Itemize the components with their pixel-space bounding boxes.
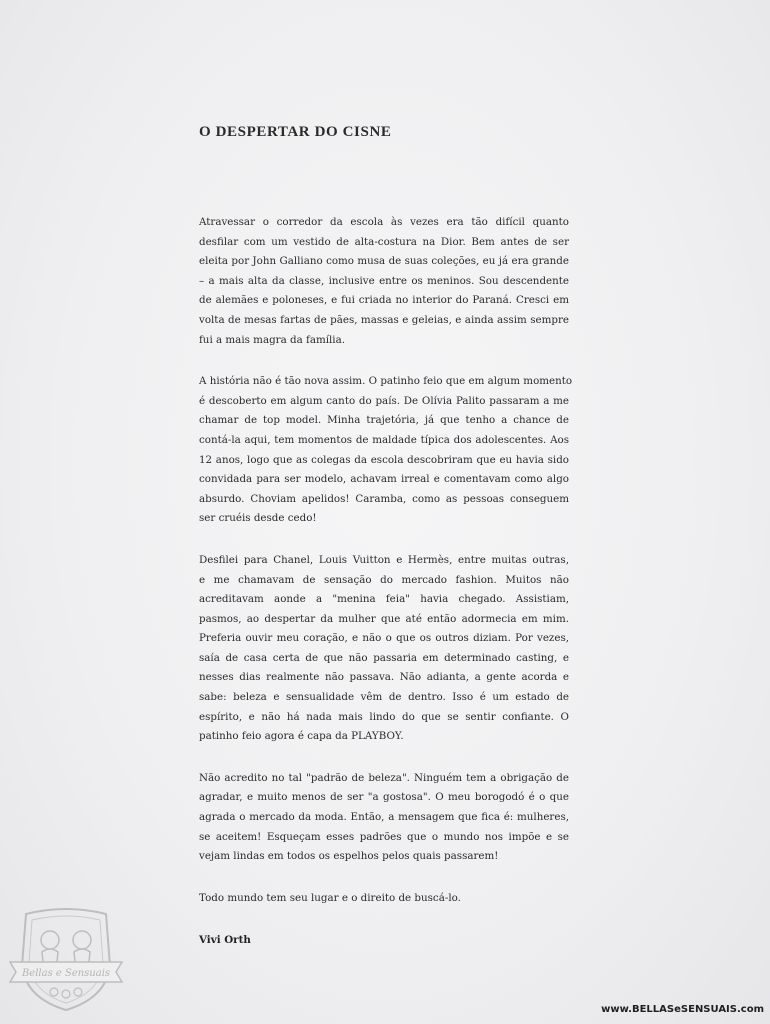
watermark-text: Bellas e Sensuais <box>21 968 111 979</box>
paragraph-line: ser cruéis desde cedo! <box>199 512 317 525</box>
article-body <box>199 213 573 930</box>
paragraph-line: e me chamavam de sensação do mercado fashion. Muitos não <box>199 573 569 586</box>
paragraph-line: A história não é tão nova assim. O patinho feio que em algum momento <box>199 375 573 388</box>
paragraph-line: Preferia ouvir meu coração, e não o que os outros diziam. Por vezes, <box>199 632 569 645</box>
article-title: O DESPERTAR DO CISNE <box>199 124 392 140</box>
paragraph-line: agrada o mercado da moda. Então, a mensagem que fica é: mulheres, <box>199 811 569 824</box>
paragraph-line: nesses dias realmente não passava. Não adianta, a gente acorda e <box>199 671 569 684</box>
paragraph-line: desfilar com um vestido de alta-costura na Dior. Bem antes de ser <box>199 235 569 248</box>
paragraph-line: patinho feio agora é capa da PLAYBOY. <box>199 730 404 743</box>
paragraph-line: eleita por John Galliano como musa de suas coleções, eu já era grande <box>199 255 569 268</box>
paragraph-line: sabe: beleza e sensualidade vêm de dentro. Isso é um estado de <box>199 691 569 704</box>
paragraph-line: pasmos, ao despertar da mulher que até então adormecia em mim. <box>199 612 569 625</box>
article-paragraph <box>199 551 569 747</box>
paragraph-line: acreditavam aonde a "menina feia" havia chegado. Assistiam, <box>199 593 569 606</box>
paragraph-line: contá-la aqui, tem momentos de maldade típica dos adolescentes. Aos <box>199 433 569 446</box>
paragraph-line: Desfilei para Chanel, Louis Vuitton e Hermès, entre muitas outras, <box>199 553 569 566</box>
author-signature: Vivi Orth <box>199 934 251 946</box>
crest-logo-icon <box>6 906 126 1014</box>
article-paragraph <box>199 213 569 350</box>
site-url: www.BELLASeSENSUAIS.com <box>601 1004 764 1015</box>
paragraph-line: chamar de top model. Minha trajetória, já que tenho a chance de <box>199 414 569 427</box>
article-paragraph <box>199 372 573 529</box>
paragraph-line: Atravessar o corredor da escola às vezes era tão difícil quanto <box>199 216 569 228</box>
paragraph-line: agradar, e muito menos de ser "a gostosa". O meu borogodó é o que <box>199 791 569 804</box>
paragraph-line: Não acredito no tal "padrão de beleza". Ninguém tem a obrigação de <box>199 771 569 784</box>
paragraph-line: absurdo. Choviam apelidos! Caramba, como as pessoas conseguem <box>199 492 569 505</box>
paragraph-line: 12 anos, logo que as colegas da escola descobriram que eu havia sido <box>199 453 569 466</box>
paragraph-line: espírito, e não há nada mais lindo do que se sentir confiante. O <box>199 710 569 723</box>
paragraph-line: volta de mesas fartas de pães, massas e geleias, e ainda assim sempre <box>199 313 569 326</box>
paragraph-line: – a mais alta da classe, inclusive entre os meninos. Sou descendente <box>199 274 569 287</box>
paragraph-line: Todo mundo tem seu lugar e o direito de buscá-lo. <box>199 891 461 904</box>
paragraph-line: saía de casa certa de que não passaria em determinado casting, e <box>199 651 569 664</box>
paragraph-line: se aceitem! Esqueçam esses padrões que o mundo nos impõe e se <box>199 830 569 843</box>
paragraph-line: de alemães e poloneses, e fui criada no interior do Paraná. Cresci em <box>199 294 569 307</box>
article-paragraph <box>199 889 569 909</box>
article-paragraph <box>199 769 569 867</box>
paragraph-line: fui a mais magra da família. <box>199 333 346 346</box>
paragraph-line: vejam lindas em todos os espelhos pelos quais passarem! <box>199 850 499 863</box>
paragraph-line: é descoberto em algum canto do país. De Olívia Palito passaram a me <box>199 394 569 407</box>
paragraph-line: convidada para ser modelo, achavam irreal e comentavam como algo <box>199 473 569 486</box>
